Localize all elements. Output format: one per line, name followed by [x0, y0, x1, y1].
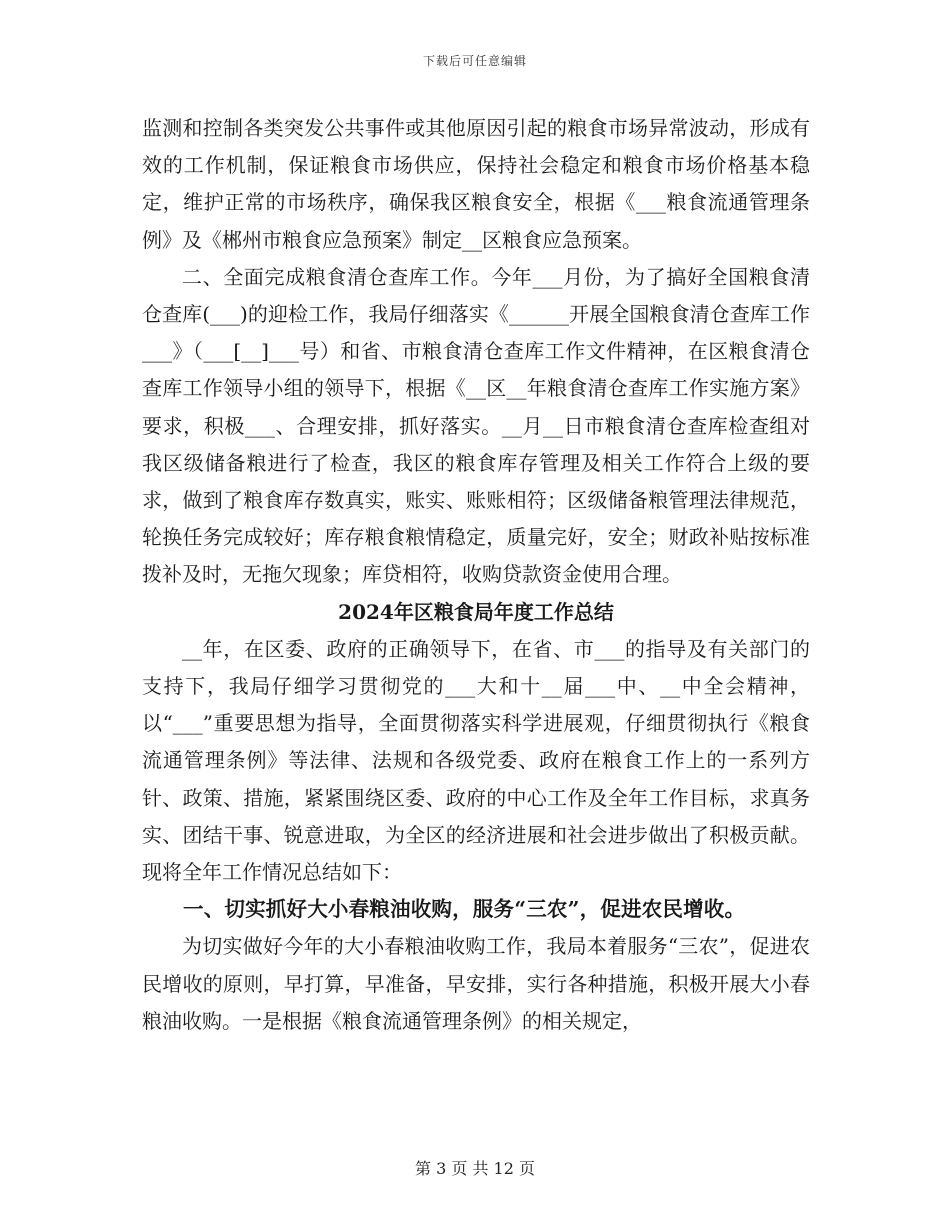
section-heading-1: 一、切实抓好大小春粮油收购，服务“三农”，促进农民增收。 — [183, 897, 746, 922]
document-body — [142, 110, 810, 1040]
paragraph-grain-purchase: 为切实做好今年的大小春粮油收购工作，我局本着服务“三农”，促进农民增收的原则，早打算，早准备，早安排，实行各种措施，积极开展大小春粮油收购。一是根据《粮食流通管理条例》的相关规定， — [142, 934, 810, 1033]
paragraph-continuation: 监测和控制各类突发公共事件或其他原因引起的粮食市场异常波动，形成有效的工作机制，保证粮食市场供应，保持社会稳定和粮食市场价格基本稳定，维护正常的市场秩序，确保我区粮食安全，根据《___粮食流通管理条例》及《郴州市粮食应急预案》制定__区粮食应急预案。 — [142, 116, 810, 252]
page-footer: 第 3 页 共 12 页 — [415, 1159, 535, 1178]
page-header: 下载后可任意编辑 — [422, 54, 527, 68]
document-title: 2024年区粮食局年度工作总结 — [338, 599, 614, 624]
paragraph-inventory-inspection: 二、全面完成粮食清仓查库工作。今年___月份，为了搞好全国粮食清仓查库(___)的迎检工作，我局仔细落实《______开展全国粮食清仓查库工作___》（___[__]___号）和省、市粮食清仓查库工作文件精神，在区粮食清仓查库工作领导小组的领导下，根据《__区__年粮食清仓查库工作实施方案》要求，积极___、合理安排，抓好落实。__月__日市粮食清仓查库检查组对我区级储备粮进行了检查，我区的粮食库存管理及相关工作符合上级的要求，做到了粮食库存数真实，账实、账账相符；区级储备粮管理法律规范，轮换任务完成较好；库存粮食粮情稳定，质量完好，安全；财政补贴按标准拨补及时，无拖欠现象；库贷相符，收购贷款资金使用合理。 — [142, 264, 810, 587]
paragraph-intro: __年，在区委、政府的正确领导下，在省、市___的指导及有关部门的支持下，我局仔细学习贯彻党的___大和十__届___中、__中全会精神，以“___”重要思想为指导，全面贯彻落实科学进展观，仔细贯彻执行《粮食流通管理条例》等法律、法规和各级党委、政府在粮食工作上的一系列方针、政策、措施，紧紧围绕区委、政府的中心工作及全年工作目标，求真务实、团结干事、锐意进取，为全区的经济进展和社会进步做出了积极贡献。现将全年工作情况总结如下： — [142, 636, 810, 885]
